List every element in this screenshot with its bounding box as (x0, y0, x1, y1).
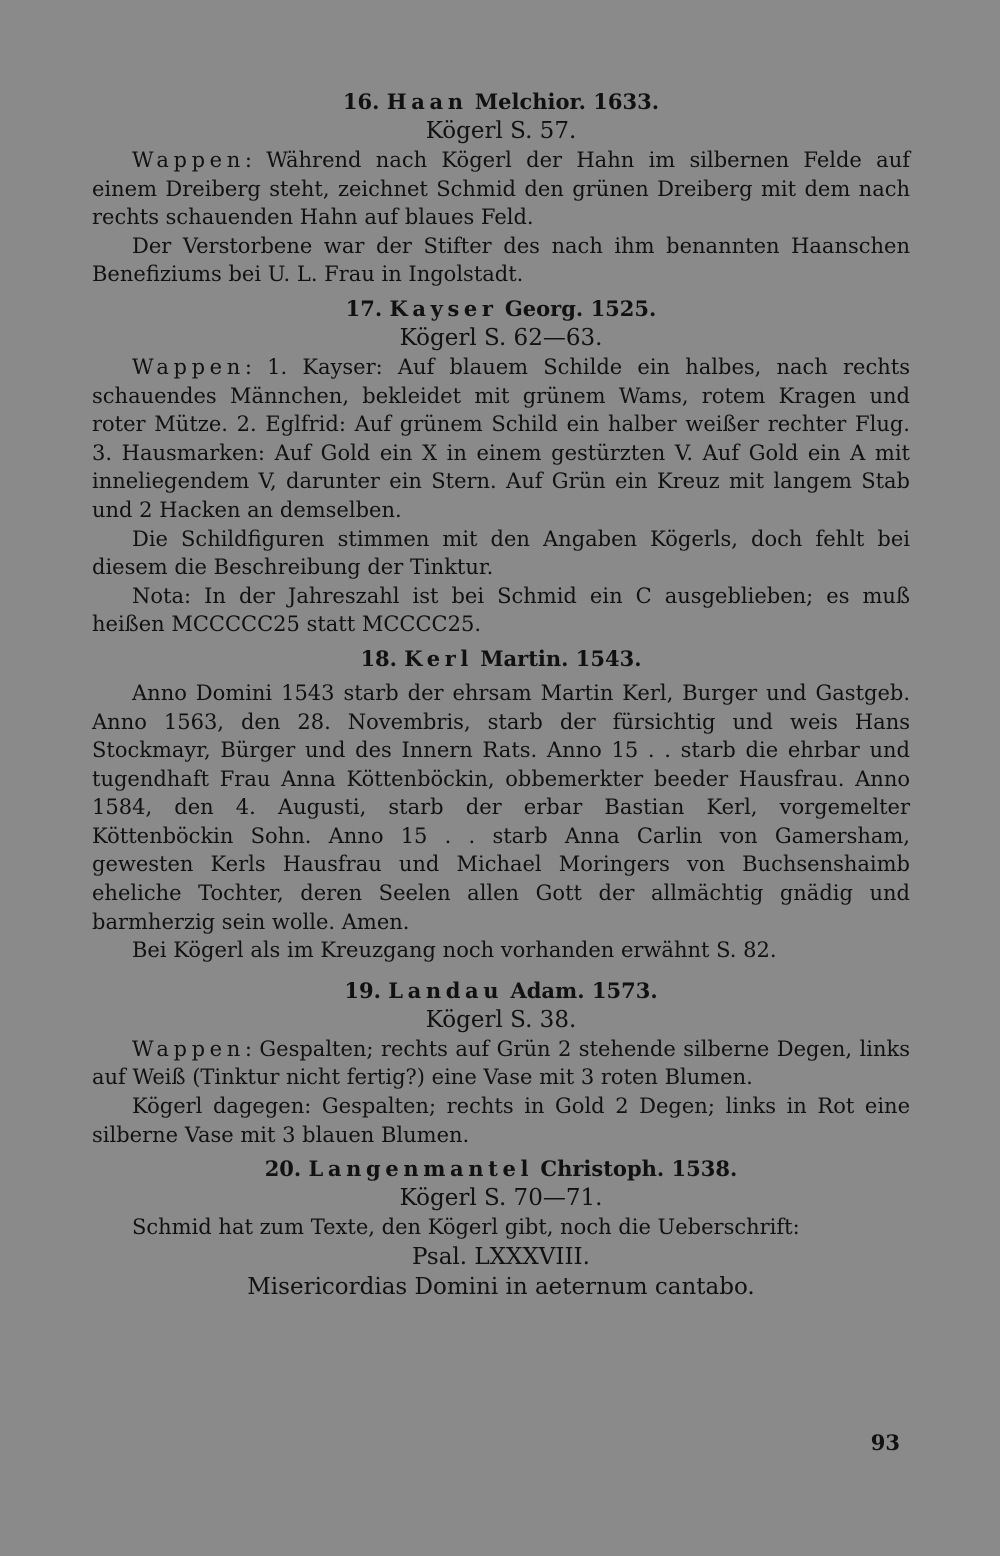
entry-year: 1543. (575, 645, 642, 671)
paragraph-label: Wappen (132, 148, 245, 172)
paragraph-label: Wappen (132, 1036, 245, 1061)
entry-paragraph: Bei Kögerl als im Kreuzgang noch vorhanden erwähnt S. 82. (132, 938, 777, 963)
entry-surname: Landau (388, 977, 504, 1003)
entry-number: 17. (345, 295, 383, 321)
entry-number: 18. (360, 645, 397, 671)
entry-19 (92, 977, 910, 1149)
entry-paragraph: Die Schildfiguren stimmen mit den Angaben Kögerls, doch fehlt bei diesem die Beschreibung der Tinktur. (92, 526, 910, 580)
entry-number: 20. (264, 1156, 302, 1182)
entry-heading (92, 1155, 910, 1183)
page-body (92, 88, 910, 1302)
paragraph-text: : 1. Kayser: Auf blauem Schilde ein halbes, nach rechts schauendes Männchen, bekleidet mit grünem Wams, rotem Kragen und roter Mütze. 2. Eglfrid: Auf grünem Schild ein halber weißer rechter Flug. 3. Hausmarken: Auf Gold ein X in einem gestürzten V. Auf Gold ein A mit inneliegendem V, darunter ein Stern. Auf Grün ein Kreuz mit langem Stab und 2 Hacken an demselben. (92, 354, 910, 522)
entry-paragraph (92, 353, 910, 525)
psalm-reference: Psal. LXXXVIII. (412, 1243, 590, 1270)
entry-reference: Kögerl S. 62—63. (399, 324, 603, 351)
entry-paragraph: Schmid hat zum Texte, den Kögerl gibt, noch die Ueberschrift: (132, 1215, 800, 1240)
entry-paragraph: Anno Domini 1543 starb der ehrsam Martin Kerl, Burger und Gastgeb. Anno 1563, den 28. Novembris, starb der fürsichtig und weis Hans Stockmayr, Bürger und des Innern Rats. Anno 15 . . starb die ehrbar und tugendhaft Frau Anna Köttenböckin, obbemerkter beeder Hausfrau. Anno 1584, den 4. Augusti, starb der erbar Bastian Kerl, vorgemelter Köttenböckin Sohn. Anno 15 . . starb Anna Carlin von Gamersham, gewesten Kerls Hausfrau und Michael Moringers von Buchsenshaimb eheliche Tochter, deren Seelen allen Gott der allmächtig gnädig und barmherzig sein wolle. Amen. (92, 680, 910, 934)
entry-reference: Kögerl S. 70—71. (399, 1185, 603, 1212)
entry-paragraph: Nota: In der Jahreszahl ist bei Schmid ein C ausgeblieben; es muß heißen MCCCCC25 statt MCCCC25. (92, 583, 910, 637)
entry-18 (92, 645, 910, 965)
entry-17 (92, 295, 910, 639)
entry-number: 19. (344, 977, 381, 1003)
entry-forename: Christoph. (540, 1156, 665, 1182)
entry-year: 1633. (593, 89, 660, 114)
entry-16 (92, 88, 910, 289)
entry-paragraph (92, 146, 910, 232)
entry-surname: Kayser (389, 295, 498, 321)
entry-surname: Langenmantel (308, 1156, 534, 1182)
entry-reference: Kögerl S. 38. (425, 1006, 577, 1033)
entry-paragraph: Kögerl dagegen: Gespalten; rechts in Gold 2 Degen; links in Rot eine silberne Vase mit 3 blauen Blumen. (92, 1094, 910, 1147)
entry-surname: Kerl (404, 645, 473, 671)
entry-year: 1573. (591, 977, 658, 1003)
entry-forename: Adam. (510, 977, 585, 1003)
entry-forename: Georg. (504, 295, 584, 321)
entry-heading (92, 645, 910, 673)
paragraph-text: : Während nach Kögerl der Hahn im silbernen Felde auf einem Dreiberg steht, zeichnet Schmid den grünen Dreiberg mit dem nach rechts schauenden Hahn auf blaues Feld. (92, 148, 910, 230)
entry-forename: Martin. (480, 645, 569, 671)
entry-number: 16. (342, 89, 380, 114)
entry-year: 1538. (671, 1156, 738, 1182)
paragraph-label: Wappen (132, 354, 245, 379)
entry-paragraph: Der Verstorbene war der Stifter des nach ihm benannten Haanschen Benefiziums bei U. L. Frau in Ingolstadt. (92, 233, 910, 287)
entry-heading (92, 977, 910, 1005)
entry-paragraph (92, 1035, 910, 1092)
entry-heading (92, 295, 910, 323)
entry-heading (92, 88, 910, 116)
entry-reference: Kögerl S. 57. (425, 118, 577, 144)
entry-year: 1525. (590, 295, 657, 321)
entry-surname: Haan (386, 89, 468, 114)
entry-forename: Melchior. (474, 89, 586, 114)
page-number: 93 (870, 1430, 900, 1455)
psalm-inscription: Misericordias Domini in aeternum cantabo. (247, 1273, 755, 1300)
entry-20 (92, 1155, 910, 1302)
paragraph-text: : Gespalten; rechts auf Grün 2 stehende silberne Degen, links auf Weiß (Tinktur nicht fertig?) eine Vase mit 3 roten Blumen. (92, 1036, 910, 1090)
